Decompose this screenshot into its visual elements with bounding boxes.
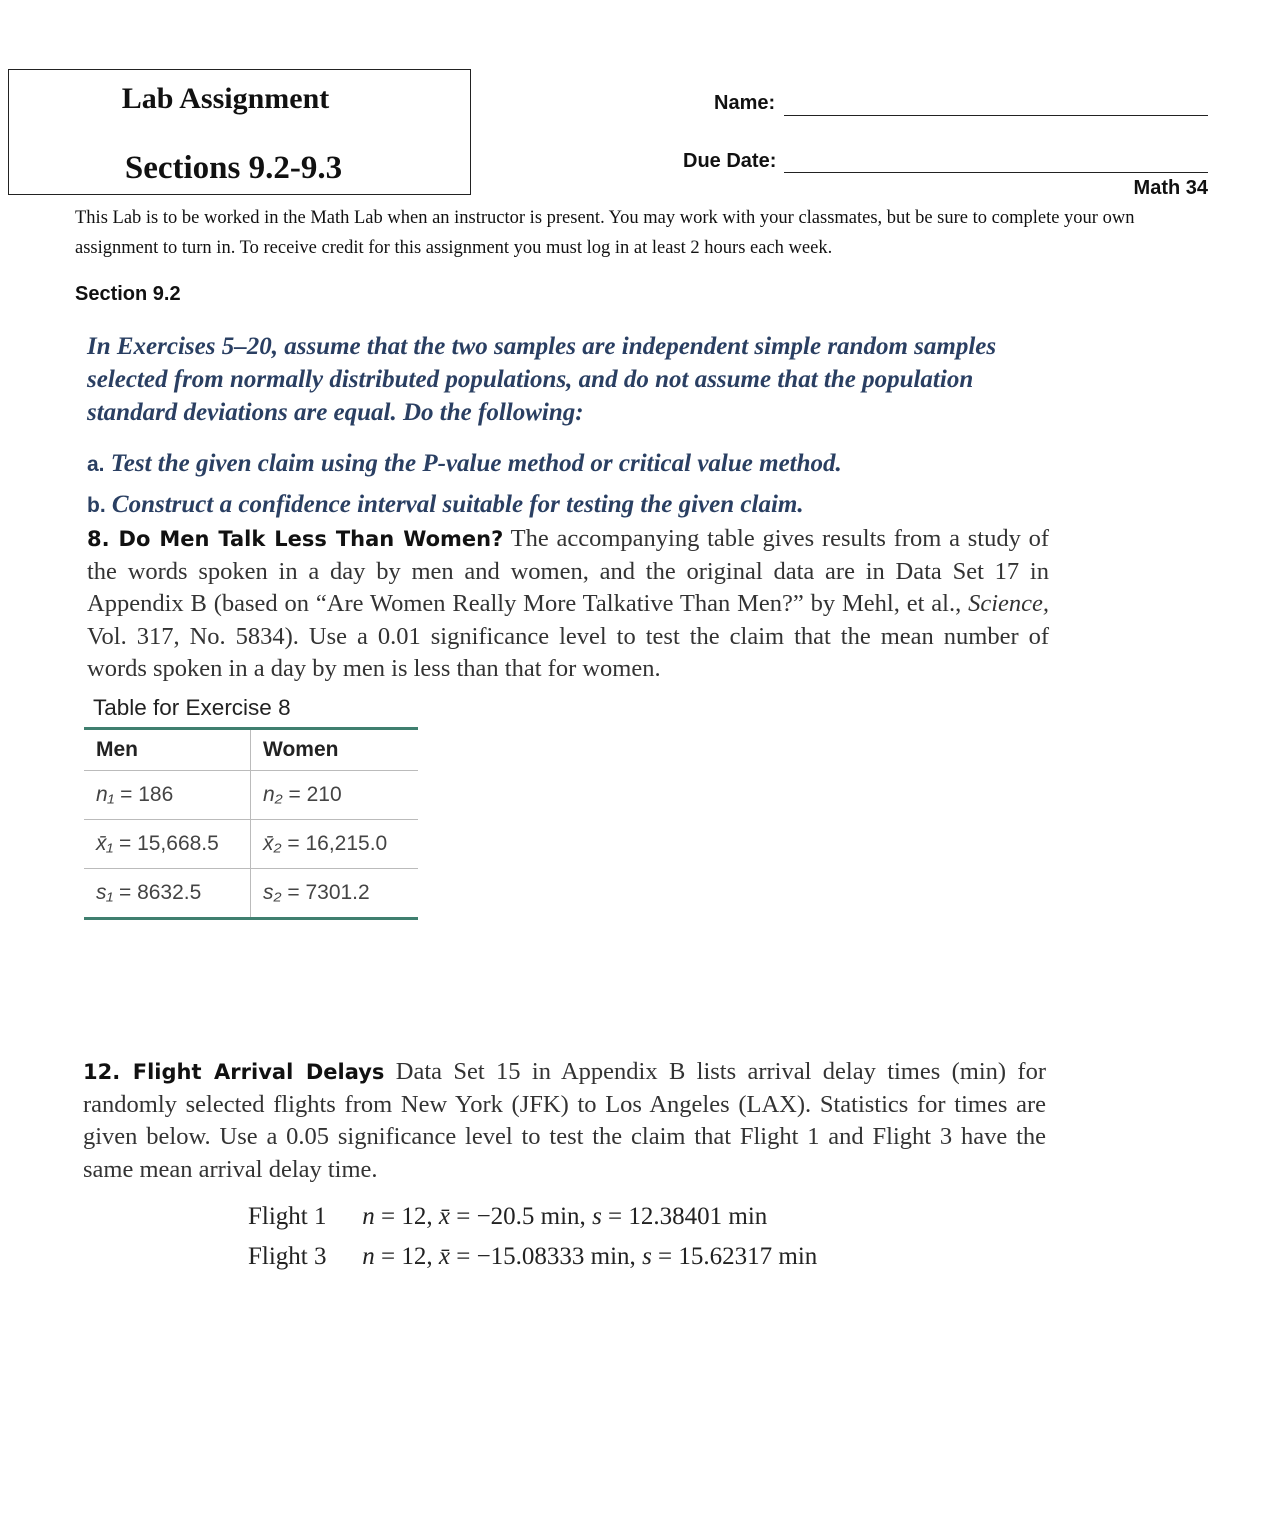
part-a-letter: a. xyxy=(87,453,105,476)
due-date-blank-line xyxy=(784,172,1208,173)
exercise-12-title: 12. Flight Arrival Delays xyxy=(83,1060,385,1084)
intro-paragraph: This Lab is to be worked in the Math Lab when an instructor is present. You may work with your classmates, but be sure to complete your own assignment to turn in. To receive credit for this assignment you must log in at least 2 hours each week. xyxy=(75,208,1135,258)
exercise-12 xyxy=(83,1056,1046,1186)
flight-3-stats: Flight 3 n = 12, x̄ = −15.08333 min, s = 15.62317 min xyxy=(248,1243,818,1270)
women-cell: n₂ = 210 xyxy=(251,771,419,820)
flight-1-stats: Flight 1 n = 12, x̄ = −20.5 min, s = 12.38401 min xyxy=(248,1203,768,1230)
column-header-men: Men xyxy=(84,729,251,771)
course-label: Math 34 xyxy=(1133,177,1208,199)
exercise-8-journal: Science, xyxy=(968,590,1050,617)
men-cell: n₁ = 186 xyxy=(84,771,251,820)
name-blank-line xyxy=(784,115,1208,116)
exercise-12-body: Data Set 15 in Appendix B lists arrival delay times (min) for randomly selected flights from New York (JFK) to Los Angeles (LAX). Statistics for times are given below. Use a 0.05 significance level to test the claim that Flight 1 and Flight 3 have the same mean arrival delay time. xyxy=(83,1058,1046,1183)
name-label: Name: xyxy=(714,92,776,114)
table-header-row xyxy=(84,729,418,771)
table-row xyxy=(84,820,418,869)
exercise-8-title: 8. Do Men Talk Less Than Women? xyxy=(87,527,504,551)
exercise-8-body: The accompanying table gives results from a study of the words spoken in a day by men and women, and the original data are in Data Set 17 in Appendix B (based on “Are Women Really More Talkative Than Men?” by Mehl, et al., xyxy=(87,525,1049,617)
part-b-text: Construct a confidence interval suitable for testing the given claim. xyxy=(111,491,804,518)
section-heading: Section 9.2 xyxy=(75,283,181,305)
assignment-title: Lab Assignment xyxy=(121,82,330,115)
men-cell: s₁ = 8632.5 xyxy=(84,869,251,919)
exercise-8-body-end: Vol. 317, No. 5834). Use a 0.01 significance level to test the claim that the mean number of words spoken in a day by men is less than that for women. xyxy=(87,622,1049,682)
part-a-text: Test the given claim using the P-value method or critical value method. xyxy=(110,450,842,477)
exercise-8-table xyxy=(84,727,418,920)
table-row xyxy=(84,771,418,820)
column-header-women: Women xyxy=(251,729,419,771)
exercise-8 xyxy=(87,523,1049,686)
part-b-letter: b. xyxy=(87,494,106,517)
exercise-directions: In Exercises 5–20, assume that the two samples are independent simple random samples selected from normally distributed populations, and do not assume that the population standard deviations are equal. Do the following: xyxy=(87,333,997,426)
table-caption: Table for Exercise 8 xyxy=(93,695,291,720)
part-a xyxy=(87,450,842,478)
sections-title: Sections 9.2-9.3 xyxy=(124,150,343,186)
table-row xyxy=(84,869,418,919)
part-b xyxy=(87,491,804,519)
due-date-label: Due Date: xyxy=(683,150,777,172)
women-cell: x̄₂ = 16,215.0 xyxy=(251,820,419,869)
women-cell: s₂ = 7301.2 xyxy=(251,869,419,919)
men-cell: x̄₁ = 15,668.5 xyxy=(84,820,251,869)
